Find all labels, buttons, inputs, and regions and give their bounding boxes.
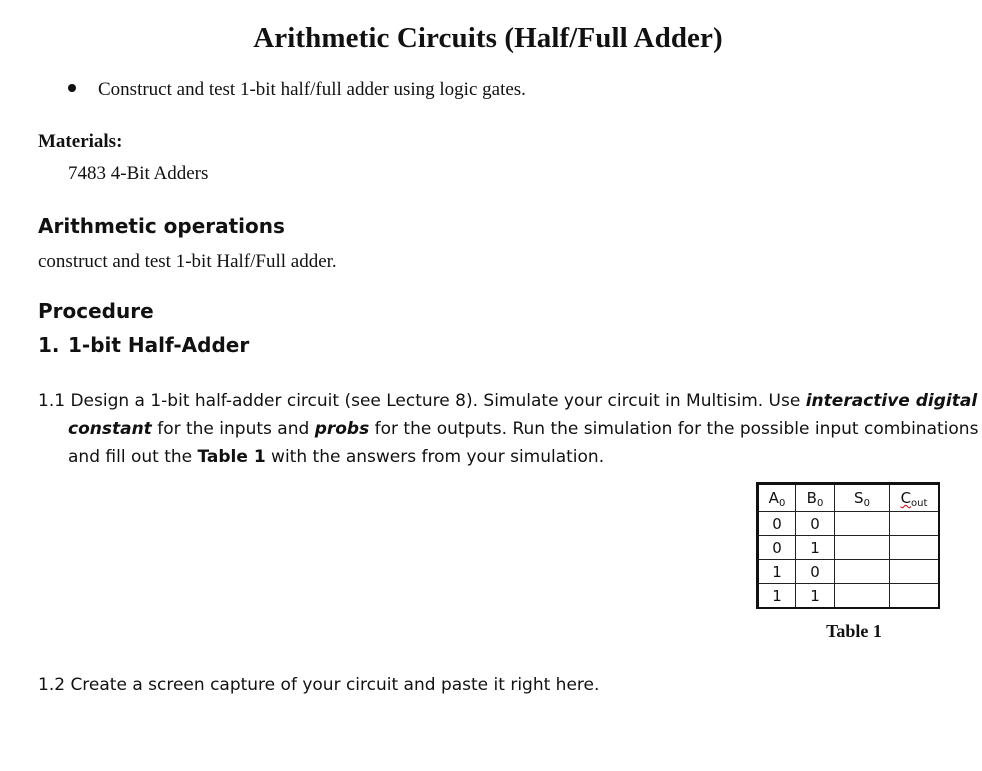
cell-b0: 0 bbox=[796, 560, 835, 584]
paragraph-1-1-line-3 bbox=[68, 443, 604, 471]
cell-b0: 1 bbox=[796, 584, 835, 609]
header-cout-text bbox=[901, 489, 928, 507]
paragraph-1-1-line-1 bbox=[38, 387, 977, 415]
paragraph-1-2: 1.2 Create a screen capture of your circuit and paste it right here. bbox=[38, 675, 600, 695]
header-base: S bbox=[854, 489, 864, 507]
bullet-icon bbox=[68, 84, 76, 92]
cell-b0: 0 bbox=[796, 512, 835, 536]
text-run: and fill out the bbox=[68, 447, 198, 467]
table-row bbox=[758, 512, 940, 536]
emphasis-constant: constant bbox=[68, 419, 152, 439]
paragraph-1-1-line-2 bbox=[68, 415, 978, 443]
page-title: Arithmetic Circuits (Half/Full Adder) bbox=[253, 22, 723, 54]
cell-a0: 0 bbox=[758, 536, 796, 560]
header-b0 bbox=[796, 484, 835, 512]
text-run: for the inputs and bbox=[151, 419, 315, 439]
header-sub: 0 bbox=[863, 498, 870, 509]
materials-heading: Materials: bbox=[38, 131, 123, 152]
header-base: C bbox=[900, 489, 912, 507]
cell-a0: 1 bbox=[758, 584, 796, 609]
header-s0 bbox=[835, 484, 890, 512]
header-sub: 0 bbox=[778, 498, 786, 509]
truth-table bbox=[756, 482, 940, 609]
emphasis-interactive-digital: interactive digital bbox=[805, 391, 978, 411]
header-base: A bbox=[768, 489, 779, 507]
cell-s0[interactable] bbox=[835, 536, 890, 560]
cell-cout[interactable] bbox=[890, 512, 940, 536]
table-row bbox=[758, 560, 940, 584]
cell-cout[interactable] bbox=[890, 584, 940, 609]
cell-a0: 0 bbox=[758, 512, 796, 536]
header-sub: out bbox=[911, 498, 928, 509]
procedure-heading: Procedure bbox=[38, 299, 154, 323]
header-cout bbox=[890, 484, 940, 512]
emphasis-probs: probs bbox=[314, 419, 370, 439]
table-row bbox=[758, 584, 940, 609]
table-caption: Table 1 bbox=[826, 621, 882, 641]
cell-cout[interactable] bbox=[890, 536, 940, 560]
text-run: with the answers from your simulation. bbox=[265, 447, 605, 467]
table-reference: Table 1 bbox=[197, 447, 266, 467]
step-title: 1-bit Half-Adder bbox=[68, 333, 250, 357]
table-row bbox=[758, 536, 940, 560]
arithmetic-body: construct and test 1-bit Half/Full adder. bbox=[38, 251, 337, 272]
cell-s0[interactable] bbox=[835, 560, 890, 584]
header-base: B bbox=[806, 489, 817, 507]
arithmetic-heading: Arithmetic operations bbox=[38, 214, 285, 238]
header-a0 bbox=[758, 484, 796, 512]
objective-text: Construct and test 1-bit half/full adder using logic gates. bbox=[98, 79, 526, 100]
cell-b0: 1 bbox=[796, 536, 835, 560]
materials-item: 7483 4-Bit Adders bbox=[68, 163, 209, 184]
header-sub: 0 bbox=[816, 498, 824, 509]
text-run: for the outputs. Run the simulation for the possible input combinations bbox=[369, 419, 979, 439]
text-run: 1.1 Design a 1-bit half-adder circuit (see Lecture 8). Simulate your circuit in Multisim. Use bbox=[38, 391, 806, 411]
table-header-row bbox=[758, 484, 940, 512]
cell-s0[interactable] bbox=[835, 584, 890, 609]
step-number: 1. bbox=[38, 333, 60, 357]
cell-s0[interactable] bbox=[835, 512, 890, 536]
cell-cout[interactable] bbox=[890, 560, 940, 584]
cell-a0: 1 bbox=[758, 560, 796, 584]
